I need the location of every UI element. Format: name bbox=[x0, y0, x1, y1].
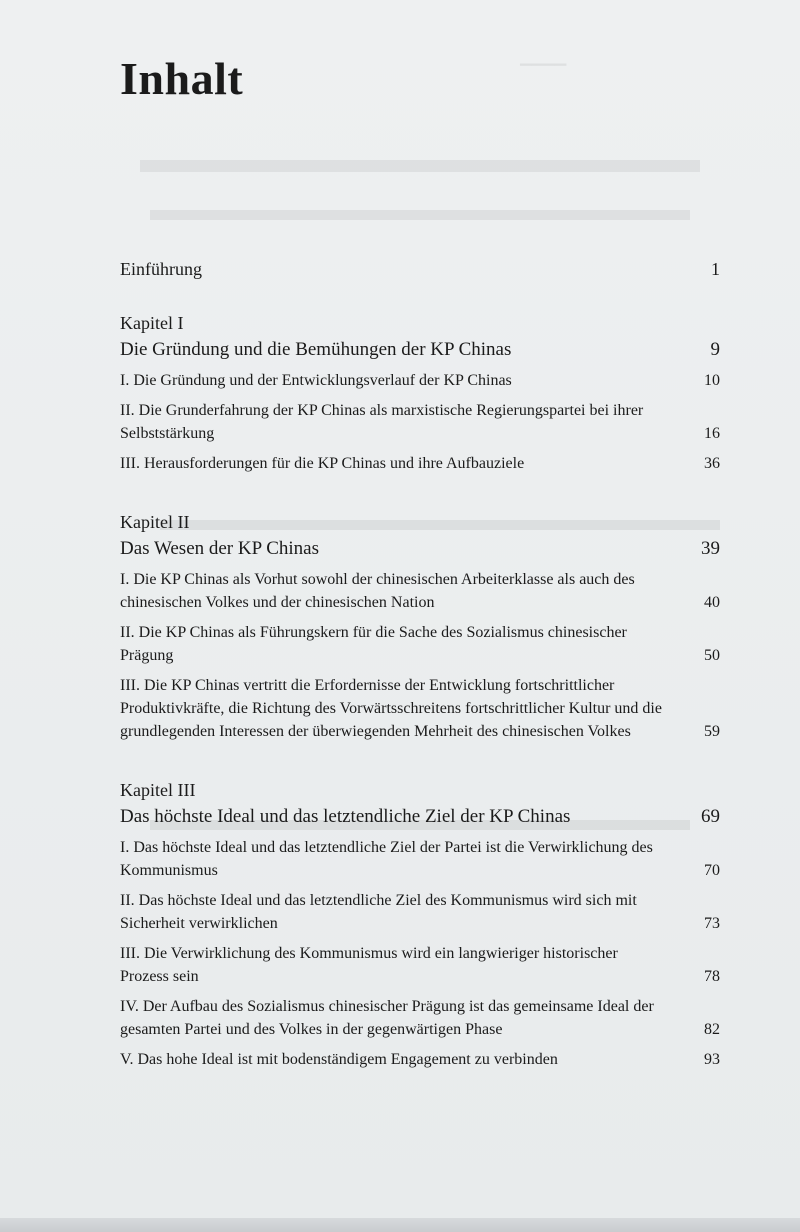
toc-page-number: 73 bbox=[704, 915, 720, 932]
table-of-contents bbox=[120, 256, 720, 1105]
toc-page-number: 40 bbox=[704, 594, 720, 611]
chapter-label: Kapitel II bbox=[120, 512, 190, 532]
toc-entry-section[interactable] bbox=[120, 836, 720, 882]
toc-entry-section[interactable] bbox=[120, 399, 720, 445]
toc-page-number: 70 bbox=[704, 862, 720, 879]
toc-entry-section[interactable] bbox=[120, 452, 720, 475]
chapter-group-3 bbox=[120, 777, 720, 1071]
toc-entry-section[interactable] bbox=[120, 995, 720, 1041]
section-title: IV. Der Aufbau des Sozialismus chinesischer Prägung ist das gemeinsame Ideal der gesamten Partei und des Volkes in der gegenwärtigen Phase bbox=[120, 998, 654, 1038]
toc-entry-section[interactable] bbox=[120, 1048, 720, 1071]
section-title: I. Die KP Chinas als Vorhut sowohl der chinesischen Arbeiterklasse als auch des chinesischen Volkes und der chinesischen Nation bbox=[120, 571, 635, 611]
toc-page-number: 82 bbox=[704, 1021, 720, 1038]
chapter-title: Die Gründung und die Bemühungen der KP Chinas bbox=[120, 339, 512, 360]
section-title: III. Die KP Chinas vertritt die Erfordernisse der Entwicklung fortschrittlicher Produktivkräfte, die Richtung des Vorwärtsschreitens fortschrittlicher Kultur und die grundlegenden Interessen der überwiegenden Mehrheit des chinesischen Volkes bbox=[120, 677, 662, 740]
chapter-group-2 bbox=[120, 509, 720, 743]
toc-page-number: 50 bbox=[704, 647, 720, 664]
toc-page-number: 69 bbox=[701, 806, 720, 827]
toc-entry-section[interactable] bbox=[120, 621, 720, 667]
toc-entry-label: Einführung bbox=[120, 259, 202, 279]
page-bottom-edge bbox=[0, 1218, 800, 1232]
section-title: V. Das hohe Ideal ist mit bodenständigem Engagement zu verbinden bbox=[120, 1051, 558, 1068]
section-title: II. Die Grunderfahrung der KP Chinas als marxistische Regierungspartei bei ihrer Selbststärkung bbox=[120, 402, 644, 442]
toc-entry-chapter[interactable] bbox=[120, 336, 720, 363]
toc-entry-section[interactable] bbox=[120, 942, 720, 988]
section-title: I. Die Gründung und der Entwicklungsverlauf der KP Chinas bbox=[120, 372, 512, 389]
chapter-label: Kapitel I bbox=[120, 313, 184, 333]
toc-page-number: 93 bbox=[704, 1051, 720, 1068]
toc-page-number: 78 bbox=[704, 968, 720, 985]
toc-entry-section[interactable] bbox=[120, 568, 720, 614]
toc-entry-chapter[interactable] bbox=[120, 803, 720, 830]
toc-page-number: 10 bbox=[704, 372, 720, 389]
toc-page-number: 39 bbox=[701, 538, 720, 559]
section-title: III. Die Verwirklichung des Kommunismus wird ein langwieriger historischer Prozess sein bbox=[120, 945, 618, 985]
toc-page-number: 36 bbox=[704, 455, 720, 472]
section-title: I. Das höchste Ideal und das letztendliche Ziel der Partei ist die Verwirklichung des Kommunismus bbox=[120, 839, 653, 879]
chapter-title: Das Wesen der KP Chinas bbox=[120, 538, 319, 559]
toc-entry-section[interactable] bbox=[120, 889, 720, 935]
section-title: II. Das höchste Ideal und das letztendliche Ziel des Kommunismus wird sich mit Sicherheit verwirklichen bbox=[120, 892, 637, 932]
page-title: Inhalt bbox=[120, 53, 244, 104]
chapter-title: Das höchste Ideal und das letztendliche Ziel der KP Chinas bbox=[120, 806, 571, 827]
toc-page-number: 1 bbox=[711, 259, 720, 279]
section-title: II. Die KP Chinas als Führungskern für die Sache des Sozialismus chinesischer Prägung bbox=[120, 624, 627, 664]
chapter-group-1 bbox=[120, 310, 720, 475]
show-through-texture: ▁▁▁▁ bbox=[0, 0, 800, 1232]
toc-entry-introduction[interactable] bbox=[120, 256, 720, 282]
toc-entry-section[interactable] bbox=[120, 674, 720, 743]
toc-page-number: 59 bbox=[704, 723, 720, 740]
toc-page-number: 9 bbox=[710, 339, 720, 360]
toc-entry-section[interactable] bbox=[120, 369, 720, 392]
toc-entry-chapter[interactable] bbox=[120, 535, 720, 562]
section-title: III. Herausforderungen für die KP Chinas und ihre Aufbauziele bbox=[120, 455, 525, 472]
chapter-label: Kapitel III bbox=[120, 780, 196, 800]
toc-page-number: 16 bbox=[704, 425, 720, 442]
